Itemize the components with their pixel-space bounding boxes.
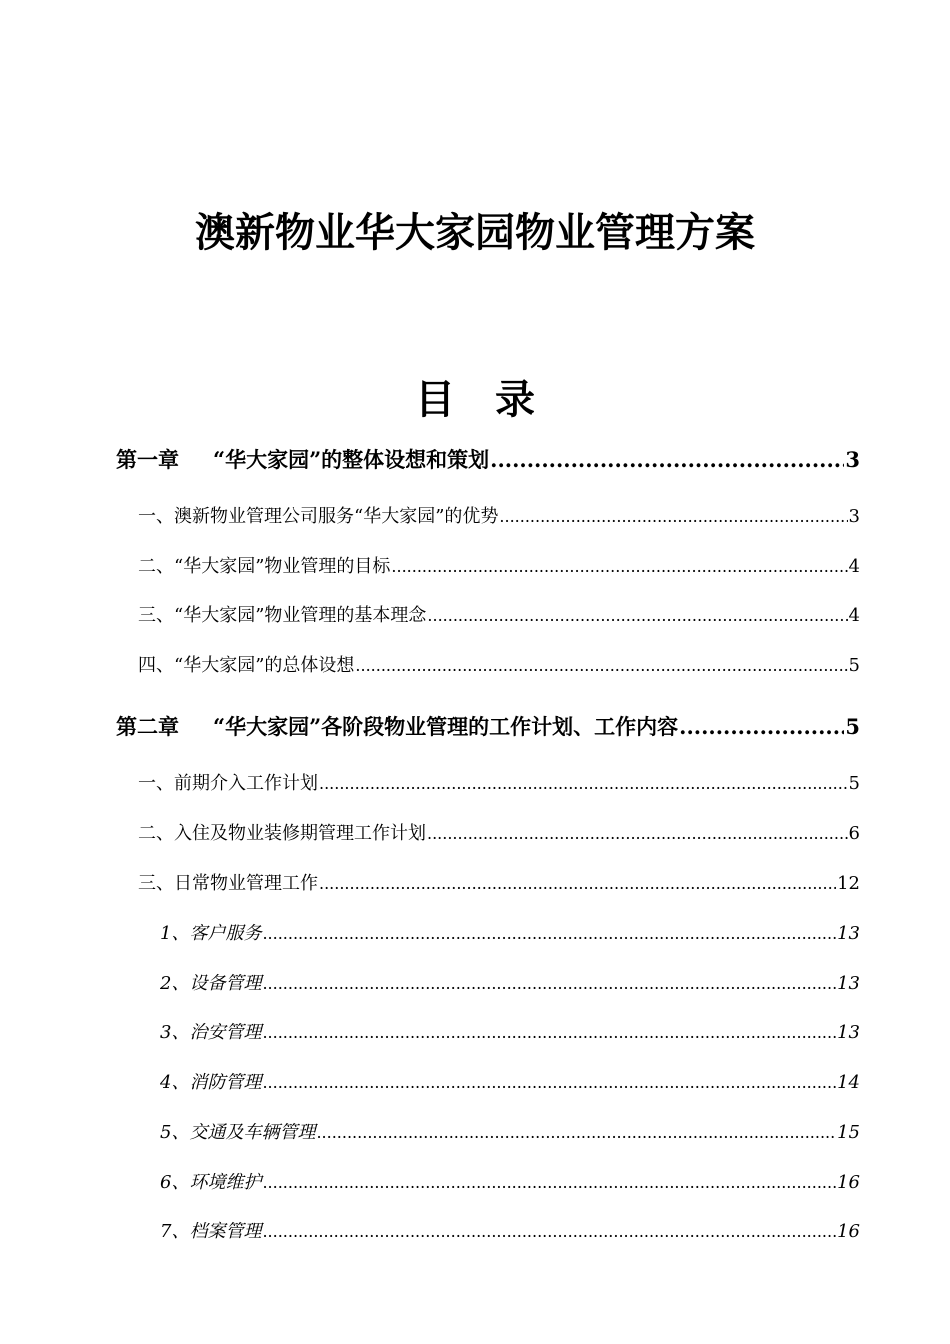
toc-entry-subsection[interactable] xyxy=(160,920,860,948)
toc-entry-label: 二、“华大家园”物业管理的目标 xyxy=(138,556,391,577)
toc-entry-section[interactable] xyxy=(138,820,860,848)
toc-entry-section[interactable] xyxy=(138,770,860,798)
toc-entry-label: 7、档案管理 xyxy=(160,1221,262,1242)
toc-page-number: 16 xyxy=(837,1172,860,1193)
toc-heading-char-1: 目 xyxy=(415,376,455,423)
toc-page-number: 4 xyxy=(848,556,860,577)
toc-entry-section[interactable] xyxy=(138,652,860,680)
dot-leader xyxy=(490,444,844,476)
toc-page-number: 16 xyxy=(837,1221,860,1242)
toc-entry-label: 一、澳新物业管理公司服务“华大家园”的优势 xyxy=(138,506,499,527)
toc-entry-label xyxy=(116,444,489,476)
toc-entry-label: 三、“华大家园”物业管理的基本理念 xyxy=(138,605,427,626)
dot-leader xyxy=(391,553,847,581)
toc-entry-subsection[interactable] xyxy=(160,1218,860,1246)
document-title: 澳新物业华大家园物业管理方案 xyxy=(195,209,755,256)
toc-page-number: 12 xyxy=(837,873,860,894)
toc-heading-char-2: 录 xyxy=(495,376,535,423)
toc-entry-chapter-2[interactable] xyxy=(116,711,860,743)
dot-leader xyxy=(427,602,847,630)
dot-leader xyxy=(319,870,836,898)
toc-page-number: 3 xyxy=(845,447,860,472)
dot-leader xyxy=(262,1069,836,1097)
toc-page-number: 5 xyxy=(848,773,860,794)
toc-entry-label: 3、治安管理 xyxy=(160,1022,262,1043)
chapter-number: 第一章 xyxy=(116,447,179,472)
dot-leader xyxy=(262,920,836,948)
toc-entry-section[interactable] xyxy=(138,870,860,898)
toc-page-number: 13 xyxy=(837,1022,860,1043)
toc-page-number: 5 xyxy=(848,655,860,676)
toc-entry-label: 2、设备管理 xyxy=(160,973,262,994)
toc-page-number: 5 xyxy=(845,714,860,739)
toc-entry-label: 6、环境维护 xyxy=(160,1172,262,1193)
toc-entry-label xyxy=(116,711,678,743)
toc-page-number: 6 xyxy=(848,823,860,844)
toc-entry-section[interactable] xyxy=(138,503,860,531)
toc-entry-label: 一、前期介入工作计划 xyxy=(138,773,318,794)
dot-leader xyxy=(355,652,847,680)
dot-leader xyxy=(262,1218,836,1246)
dot-leader xyxy=(262,1169,836,1197)
dot-leader xyxy=(262,970,836,998)
toc-page-number: 3 xyxy=(848,506,860,527)
chapter-number: 第二章 xyxy=(116,714,179,739)
toc-entry-label: 4、消防管理 xyxy=(160,1072,262,1093)
dot-leader xyxy=(316,1119,836,1147)
dot-leader xyxy=(499,503,847,531)
toc-page-number: 15 xyxy=(837,1122,860,1143)
toc-entry-label: 1、客户服务 xyxy=(160,923,262,944)
toc-entry-subsection[interactable] xyxy=(160,970,860,998)
toc-entry-label: 二、入住及物业装修期管理工作计划 xyxy=(138,823,426,844)
toc-entry-section[interactable] xyxy=(138,602,860,630)
dot-leader xyxy=(427,820,848,848)
chapter-title: “华大家园”的整体设想和策划 xyxy=(213,447,490,472)
toc-entry-subsection[interactable] xyxy=(160,1169,860,1197)
toc-page-number: 14 xyxy=(837,1072,860,1093)
toc-entry-label: 三、日常物业管理工作 xyxy=(138,873,318,894)
toc-page-number: 13 xyxy=(837,973,860,994)
toc-entry-chapter-1[interactable] xyxy=(116,444,860,476)
toc-entry-subsection[interactable] xyxy=(160,1069,860,1097)
toc-heading xyxy=(0,372,950,428)
toc-entry-label: 5、交通及车辆管理 xyxy=(160,1122,316,1143)
toc-entry-subsection[interactable] xyxy=(160,1119,860,1147)
toc-page-number: 4 xyxy=(848,605,860,626)
toc-entry-label: 四、“华大家园”的总体设想 xyxy=(138,655,355,676)
dot-leader xyxy=(319,770,848,798)
chapter-title: “华大家园”各阶段物业管理的工作计划、工作内容 xyxy=(213,714,679,739)
dot-leader xyxy=(262,1019,836,1047)
toc-entry-section[interactable] xyxy=(138,553,860,581)
toc-entry-subsection[interactable] xyxy=(160,1019,860,1047)
dot-leader xyxy=(679,711,844,743)
toc-page-number: 13 xyxy=(837,923,860,944)
